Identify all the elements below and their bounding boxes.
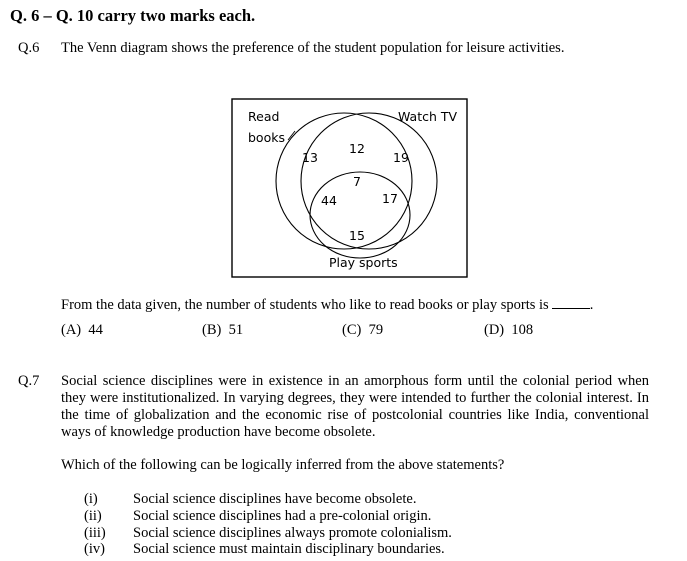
- q6-number: Q.6: [18, 40, 40, 56]
- option-c-value: 79: [368, 322, 384, 338]
- q6-question: [61, 296, 593, 314]
- q7-question: Which of the following can be logically inferred from the above statements?: [61, 457, 505, 473]
- option-d-value: 108: [511, 322, 534, 338]
- statement-ii-text: Social science disciplines had a pre-colonial origin.: [133, 508, 432, 524]
- region-all: 7: [353, 174, 361, 189]
- statement-i-text: Social science disciplines have become obsolete.: [133, 491, 417, 507]
- option-a-label: (A): [61, 322, 82, 338]
- region-read-only: 13: [302, 150, 318, 165]
- q6-text: The Venn diagram shows the preference of the student population for leisure activities.: [61, 40, 565, 56]
- q6-question-text: From the data given, the number of students who like to read books or play sports is: [61, 297, 549, 313]
- q7-number: Q.7: [18, 373, 40, 389]
- option-a-value: 44: [88, 322, 103, 338]
- section-title: Q. 6 – Q. 10 carry two marks each.: [10, 6, 256, 25]
- circle-watch-tv: [301, 113, 437, 249]
- region-read-sports: 44: [321, 193, 337, 208]
- label-books: books: [248, 130, 285, 145]
- option-a[interactable]: [61, 322, 103, 339]
- region-read-tv: 12: [349, 141, 365, 156]
- q7-paragraph: Social science disciplines were in existence in an amorphous form until the colonial period when they were institutionalized. In varying degrees, they were intended to further the colonial interest. In the time of globalization and the economic rise of postcolonial countries like India, conventional ways of knowledge production have become obsolete.: [61, 373, 649, 440]
- venn-diagram: [231, 98, 468, 278]
- option-b[interactable]: [202, 322, 243, 339]
- region-tv-sports: 17: [382, 191, 398, 206]
- region-sports-only: 15: [349, 228, 365, 243]
- venn-frame: [232, 99, 467, 277]
- statement-iii-text: Social science disciplines always promote colonialism.: [133, 525, 452, 541]
- option-c-label: (C): [342, 322, 362, 338]
- label-read: Read: [248, 109, 280, 124]
- answer-blank: [552, 296, 590, 309]
- option-b-label: (B): [202, 322, 222, 338]
- option-d-label: (D): [484, 322, 505, 338]
- statement-ii-label: (ii): [84, 508, 102, 524]
- statement-i-label: (i): [84, 491, 98, 507]
- option-b-value: 51: [228, 322, 244, 338]
- region-tv-only: 19: [393, 150, 409, 165]
- label-watch-tv: Watch TV: [398, 109, 458, 124]
- statement-iv-text: Social science must maintain disciplinary boundaries.: [133, 541, 445, 557]
- option-c[interactable]: [342, 322, 383, 339]
- option-d[interactable]: [484, 322, 533, 339]
- label-play-sports: Play sports: [329, 255, 398, 270]
- statement-iii-label: (iii): [84, 525, 106, 541]
- q6-question-end: .: [589, 297, 594, 313]
- statement-iv-label: (iv): [84, 541, 105, 557]
